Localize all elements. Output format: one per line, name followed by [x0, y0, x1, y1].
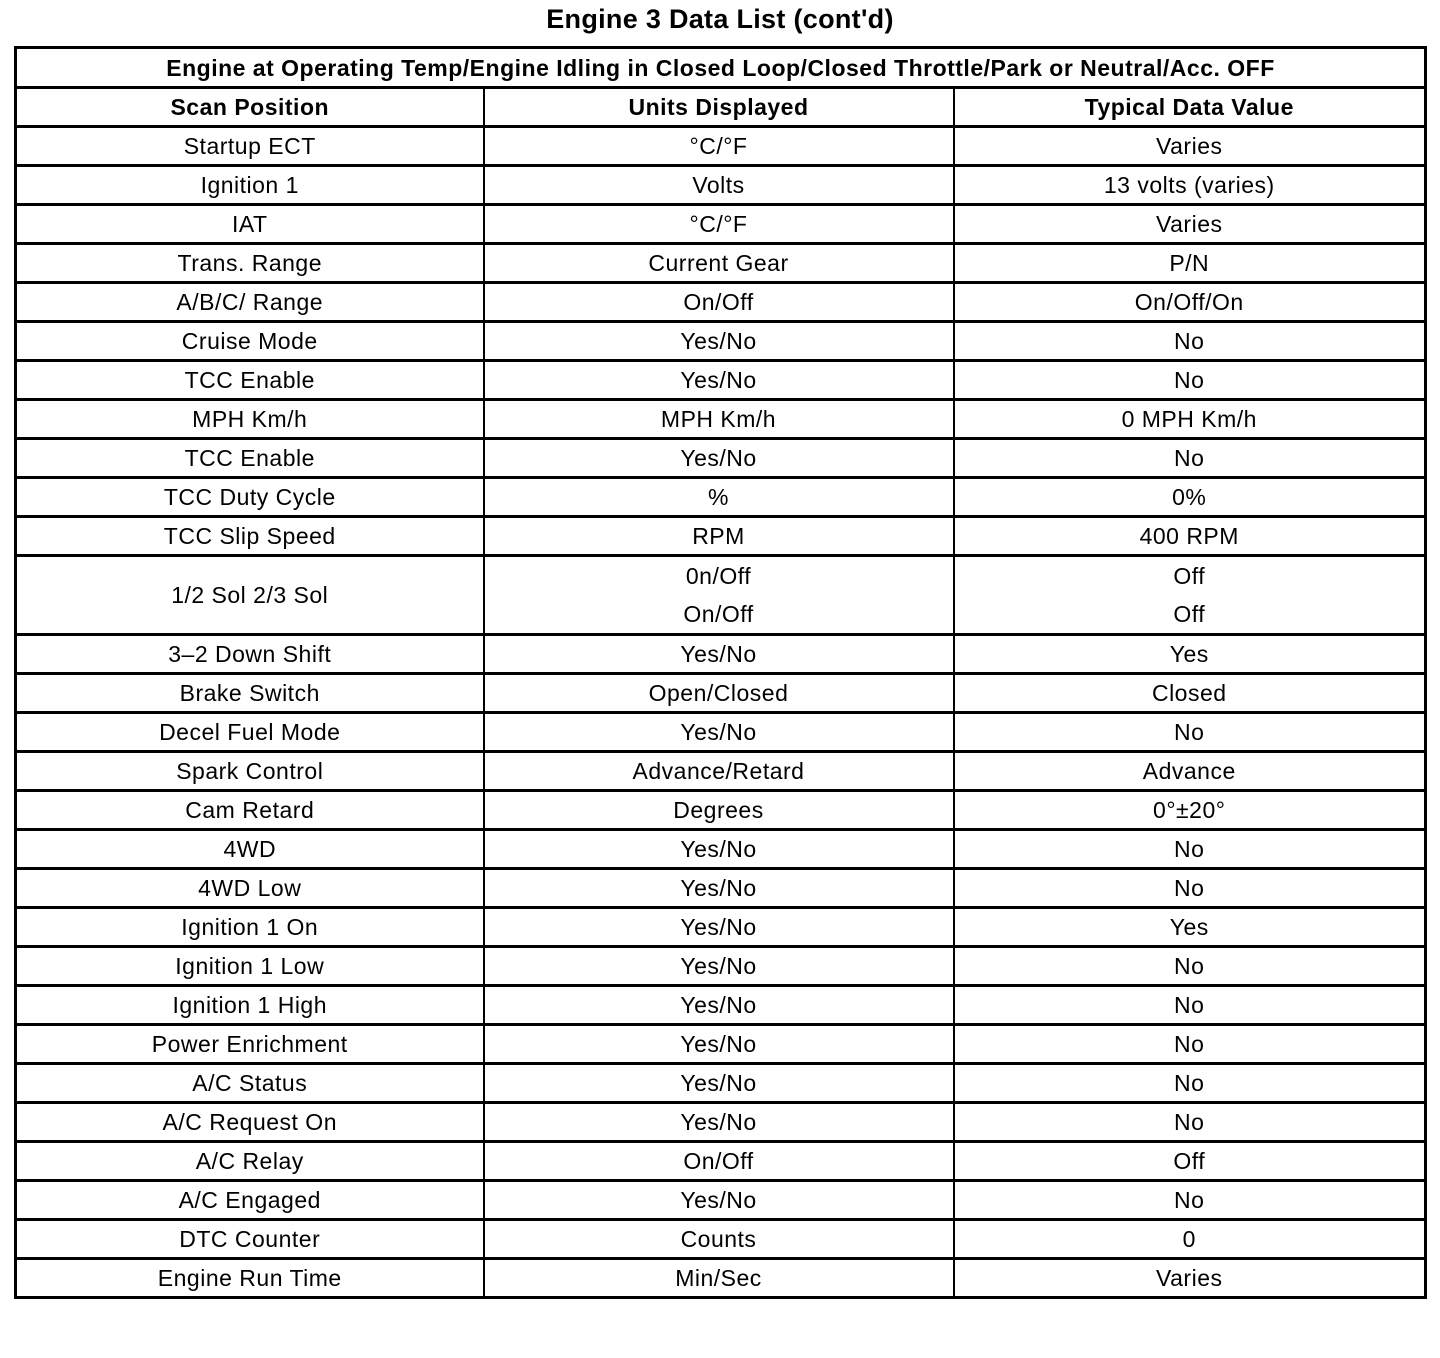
value-line-1: Off — [1173, 563, 1206, 589]
table-row — [16, 517, 1426, 556]
units-cell: On/Off — [484, 283, 954, 322]
table-row — [16, 752, 1426, 791]
value-cell: No — [954, 439, 1426, 478]
value-cell: Off — [954, 1142, 1426, 1181]
scan-position-cell: Ignition 1 — [16, 166, 484, 205]
value-cell: 13 volts (varies) — [954, 166, 1426, 205]
value-cell: No — [954, 1103, 1426, 1142]
value-cell: No — [954, 713, 1426, 752]
table-row — [16, 361, 1426, 400]
value-cell: No — [954, 1064, 1426, 1103]
column-header-row — [16, 88, 1426, 127]
table-row — [16, 947, 1426, 986]
value-cell: 0 — [954, 1220, 1426, 1259]
table-row — [16, 1064, 1426, 1103]
units-cell — [484, 556, 954, 635]
value-cell: No — [954, 1025, 1426, 1064]
scan-position-cell: TCC Slip Speed — [16, 517, 484, 556]
units-cell: Yes/No — [484, 869, 954, 908]
table-row — [16, 556, 1426, 635]
value-cell: No — [954, 322, 1426, 361]
value-cell — [954, 556, 1426, 635]
value-cell: Varies — [954, 1259, 1426, 1298]
table-row — [16, 986, 1426, 1025]
scan-position-cell: MPH Km/h — [16, 400, 484, 439]
table-row — [16, 1220, 1426, 1259]
units-cell: Yes/No — [484, 908, 954, 947]
value-cell: No — [954, 361, 1426, 400]
value-cell: Yes — [954, 635, 1426, 674]
value-cell: Varies — [954, 205, 1426, 244]
units-cell: MPH Km/h — [484, 400, 954, 439]
scan-position-cell: 1/2 Sol 2/3 Sol — [16, 556, 484, 635]
value-cell: No — [954, 947, 1426, 986]
column-header-units-displayed: Units Displayed — [484, 88, 954, 127]
value-cell: P/N — [954, 244, 1426, 283]
units-cell: On/Off — [484, 1142, 954, 1181]
scan-position-cell: Cam Retard — [16, 791, 484, 830]
value-line-2: Off — [1173, 601, 1206, 627]
table-row — [16, 127, 1426, 166]
table-row — [16, 166, 1426, 205]
scan-position-cell: TCC Enable — [16, 439, 484, 478]
scan-position-cell: DTC Counter — [16, 1220, 484, 1259]
page-title: Engine 3 Data List (cont'd) — [546, 4, 894, 34]
scan-position-cell: Decel Fuel Mode — [16, 713, 484, 752]
value-cell: 0 MPH Km/h — [954, 400, 1426, 439]
units-cell: Yes/No — [484, 830, 954, 869]
units-cell: Yes/No — [484, 1025, 954, 1064]
units-cell: Current Gear — [484, 244, 954, 283]
table-row — [16, 908, 1426, 947]
scan-position-cell: 4WD Low — [16, 869, 484, 908]
value-cell: No — [954, 869, 1426, 908]
scan-position-cell: Ignition 1 High — [16, 986, 484, 1025]
units-cell: Min/Sec — [484, 1259, 954, 1298]
value-cell: 400 RPM — [954, 517, 1426, 556]
value-cell: No — [954, 830, 1426, 869]
table-row — [16, 1142, 1426, 1181]
units-cell: Advance/Retard — [484, 752, 954, 791]
value-cell: Closed — [954, 674, 1426, 713]
table-row — [16, 400, 1426, 439]
column-header-typical-data-value: Typical Data Value — [954, 88, 1426, 127]
units-cell: % — [484, 478, 954, 517]
table-row — [16, 830, 1426, 869]
units-cell: °C/°F — [484, 205, 954, 244]
units-cell: Yes/No — [484, 322, 954, 361]
table-row — [16, 869, 1426, 908]
table-row — [16, 674, 1426, 713]
scan-position-cell: Spark Control — [16, 752, 484, 791]
units-cell: Yes/No — [484, 635, 954, 674]
units-cell: Yes/No — [484, 986, 954, 1025]
table-row — [16, 1025, 1426, 1064]
table-row — [16, 439, 1426, 478]
units-line-1: 0n/Off — [685, 563, 752, 589]
table-row — [16, 205, 1426, 244]
value-cell: 0% — [954, 478, 1426, 517]
scan-position-cell: Engine Run Time — [16, 1259, 484, 1298]
value-cell: Advance — [954, 752, 1426, 791]
units-cell: Open/Closed — [484, 674, 954, 713]
scan-position-cell: Trans. Range — [16, 244, 484, 283]
units-cell: Yes/No — [484, 1064, 954, 1103]
scan-position-cell: Power Enrichment — [16, 1025, 484, 1064]
units-cell: Counts — [484, 1220, 954, 1259]
value-cell: Varies — [954, 127, 1426, 166]
scan-position-cell: Ignition 1 On — [16, 908, 484, 947]
table-row — [16, 791, 1426, 830]
condition-row — [16, 48, 1426, 88]
scan-position-cell: TCC Enable — [16, 361, 484, 400]
scan-position-cell: 4WD — [16, 830, 484, 869]
units-cell: Yes/No — [484, 1181, 954, 1220]
units-cell: Degrees — [484, 791, 954, 830]
table-row — [16, 1181, 1426, 1220]
units-cell: Volts — [484, 166, 954, 205]
value-cell: Yes — [954, 908, 1426, 947]
scan-position-cell: Startup ECT — [16, 127, 484, 166]
scan-position-cell: A/C Status — [16, 1064, 484, 1103]
units-line-2: On/Off — [683, 601, 754, 627]
scan-position-cell: 3–2 Down Shift — [16, 635, 484, 674]
table-row — [16, 1103, 1426, 1142]
scan-position-cell: A/B/C/ Range — [16, 283, 484, 322]
units-cell: Yes/No — [484, 361, 954, 400]
table-row — [16, 1259, 1426, 1298]
scan-position-cell: Brake Switch — [16, 674, 484, 713]
value-cell: 0°±20° — [954, 791, 1426, 830]
scan-position-cell: IAT — [16, 205, 484, 244]
scan-position-cell: Ignition 1 Low — [16, 947, 484, 986]
column-header-scan-position: Scan Position — [16, 88, 484, 127]
scan-position-cell: A/C Engaged — [16, 1181, 484, 1220]
units-cell: Yes/No — [484, 947, 954, 986]
scan-position-cell: A/C Relay — [16, 1142, 484, 1181]
units-cell: Yes/No — [484, 713, 954, 752]
units-cell: Yes/No — [484, 1103, 954, 1142]
table-row — [16, 244, 1426, 283]
value-cell: On/Off/On — [954, 283, 1426, 322]
table-row — [16, 635, 1426, 674]
data-table — [14, 46, 1427, 1299]
table-row — [16, 322, 1426, 361]
table-row — [16, 713, 1426, 752]
scan-position-cell: TCC Duty Cycle — [16, 478, 484, 517]
table-row — [16, 283, 1426, 322]
condition-header: Engine at Operating Temp/Engine Idling in Closed Loop/Closed Throttle/Park or Neutral/Acc. OFF — [16, 48, 1426, 88]
scan-position-cell: A/C Request On — [16, 1103, 484, 1142]
units-cell: RPM — [484, 517, 954, 556]
units-cell: Yes/No — [484, 439, 954, 478]
table-row — [16, 478, 1426, 517]
units-cell: °C/°F — [484, 127, 954, 166]
value-cell: No — [954, 986, 1426, 1025]
value-cell: No — [954, 1181, 1426, 1220]
scan-position-cell: Cruise Mode — [16, 322, 484, 361]
